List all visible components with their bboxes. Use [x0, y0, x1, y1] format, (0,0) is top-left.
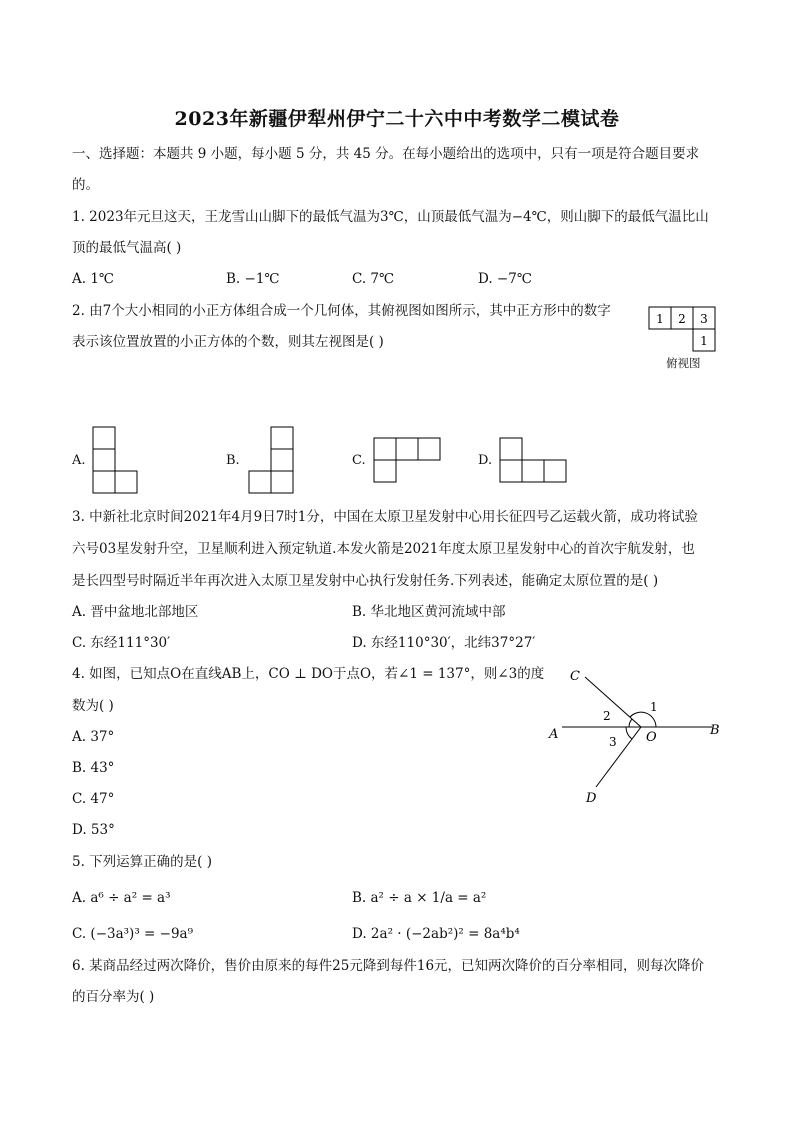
q6-stem: 6. 某商品经过两次降价，售价由原来的每件25元降到每件16元，已知两次降价的百分率相同，则每次降价: [72, 958, 705, 974]
q2-option-a-figure: [92, 426, 140, 496]
q1-stem: 1. 2023年元旦这天，王龙雪山山脚下的最低气温为3℃，山顶最低气温为−4℃，则山脚下的最低气温比山: [72, 209, 709, 225]
top-view-caption: 俯视图: [666, 356, 701, 370]
label-d: D: [586, 791, 597, 806]
angle-label-2: 2: [603, 709, 611, 723]
q3-option-b: B. 华北地区黄河流域中部: [352, 604, 506, 620]
q3-stem: 3. 中新社北京时间2021年4月9日7时1分，中国在太原卫星发射中心用长征四号乙运载火箭，成功将试验: [72, 509, 698, 525]
q4-option-a: A. 37°: [72, 729, 115, 745]
q5-stem: 5. 下列运算正确的是( ): [72, 854, 212, 870]
q5-option-c: C. (−3a³)³ = −9a⁹: [72, 926, 193, 942]
q4-option-c: C. 47°: [72, 791, 115, 807]
label-o: O: [646, 730, 657, 745]
q1-stem-cont: 顶的最低气温高( ): [72, 240, 182, 256]
label-b: B: [710, 723, 720, 738]
q4-stem-cont: 数为( ): [72, 698, 114, 714]
angle-label-3: 3: [609, 735, 617, 749]
q5-option-b: B. a² ÷ a × 1/a = a²: [352, 890, 487, 906]
q2-option-a-label: A.: [72, 453, 86, 468]
ray-oc: [585, 677, 641, 727]
q1-option-c: C. 7℃: [352, 271, 395, 287]
q2-option-d-label: D.: [478, 453, 493, 468]
q6-stem-cont: 的百分率为( ): [72, 989, 155, 1005]
section-instruction-cont: 的。: [72, 177, 99, 193]
q2-stem-cont: 表示该位置放置的小正方体的个数，则其左视图是( ): [72, 334, 384, 350]
q5-option-d: D. 2a² · (−2ab²)² = 8a⁴b⁴: [352, 926, 520, 942]
q2-option-d-figure: [499, 437, 569, 485]
q3-option-a: A. 晋中盆地北部地区: [72, 604, 199, 620]
q1-option-d: D. −7℃: [478, 271, 532, 287]
section-instruction: 一、选择题：本题共 9 小题，每小题 5 分，共 45 分。在每小题给出的选项中，只有一项是符合题目要求: [72, 146, 700, 162]
q3-stem-cont2: 是长四型号时隔近半年再次进入太原卫星发射中心执行发射任务.下列表述，能确定太原位置的是( ): [72, 573, 659, 589]
q3-option-c: C. 东经111°30′: [72, 635, 171, 651]
label-a: A: [549, 727, 559, 742]
q2-option-b-figure: [248, 426, 296, 496]
top-view-grid: [648, 306, 720, 352]
grid-number: 1: [656, 312, 664, 326]
angle-arc-1: [630, 712, 656, 727]
grid-number: 2: [678, 312, 686, 326]
q1-option-b: B. −1℃: [226, 271, 280, 287]
q3-stem-cont: 六号03星发射升空，卫星顺利进入预定轨道.本发火箭是2021年度太原卫星发射中心的首次宇航发射，也: [72, 541, 695, 557]
ray-od: [596, 727, 641, 787]
angle-figure: [540, 660, 730, 810]
grid-number: 3: [700, 312, 708, 326]
angle-label-1: 1: [650, 700, 658, 714]
q4-stem: 4. 如图，已知点O在直线AB上，CO ⊥ DO于点O，若∠1 = 137°，则∠3的度: [72, 666, 545, 682]
angle-arc-3: [626, 727, 632, 739]
grid-number: 1: [700, 334, 708, 348]
q3-option-d: D. 东经110°30′，北纬37°27′: [352, 635, 536, 651]
page-title: 2023年新疆伊犁州伊宁二十六中中考数学二模试卷: [174, 108, 620, 130]
q5-option-a: A. a⁶ ÷ a² = a³: [72, 890, 171, 906]
q1-option-a: A. 1℃: [72, 271, 115, 287]
q2-option-c-figure: [373, 437, 443, 485]
q2-stem: 2. 由7个大小相同的小正方体组合成一个几何体，其俯视图如图所示，其中正方形中的数字: [72, 303, 611, 319]
angle-arc-2: [629, 719, 632, 727]
q2-option-c-label: C.: [352, 453, 366, 468]
q4-option-b: B. 43°: [72, 760, 115, 776]
q4-option-d: D. 53°: [72, 822, 115, 838]
q2-option-b-label: B.: [226, 453, 240, 468]
label-c: C: [570, 669, 580, 684]
